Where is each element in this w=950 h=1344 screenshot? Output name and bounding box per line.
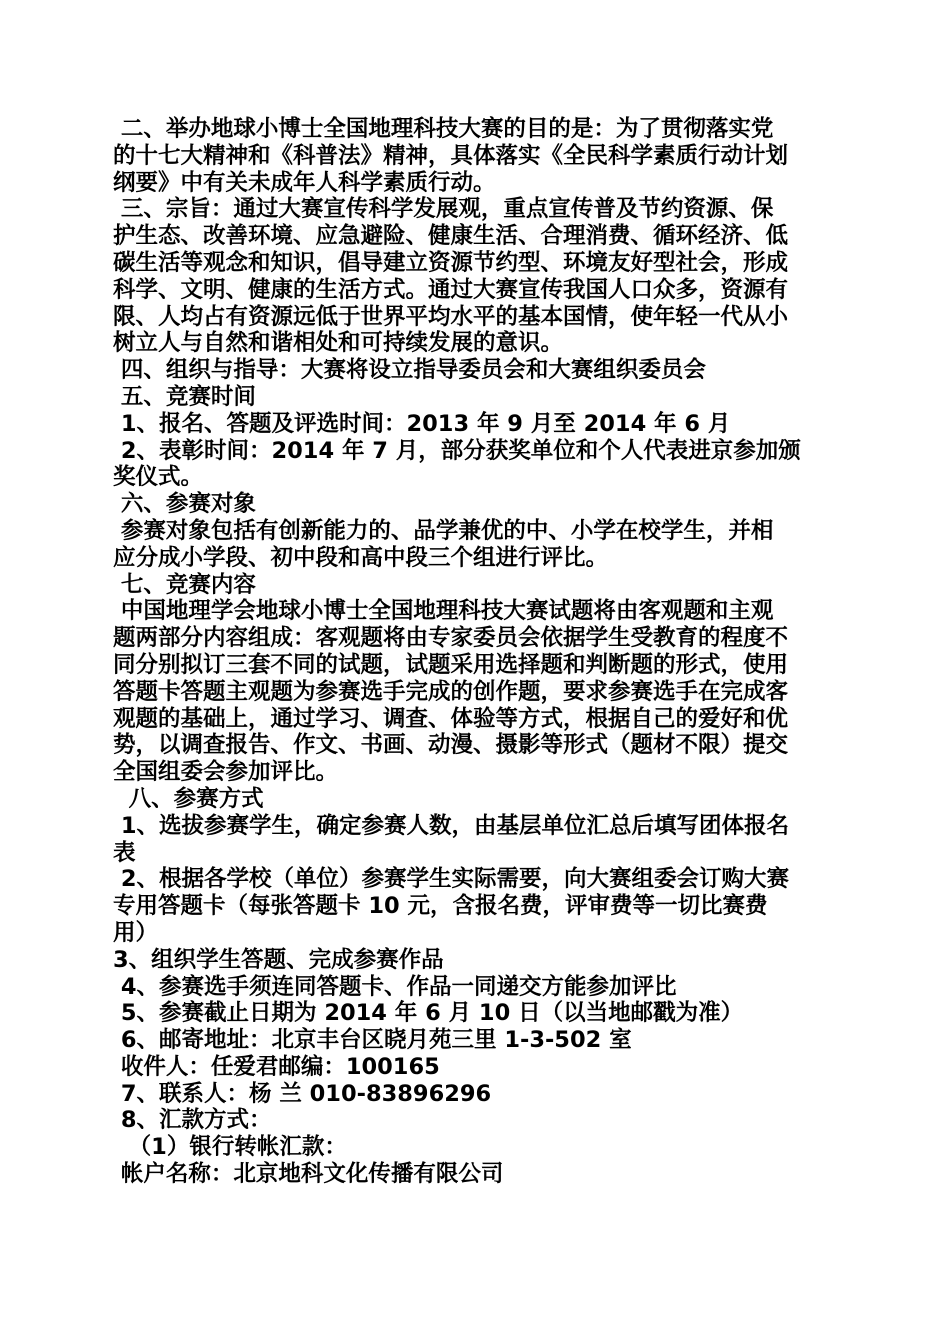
text-line: 科学、文明、健康的生活方式。通过大赛宣传我国人口众多，资源有: [113, 276, 789, 303]
text-line: 用）: [113, 919, 159, 946]
text-line: 3、组织学生答题、完成参赛作品: [113, 946, 444, 973]
text-line: 纲要》中有关未成年人科学素质行动。: [113, 169, 496, 196]
text-line: 七、竞赛内容: [113, 571, 256, 598]
text-line: 三、宗旨：通过大赛宣传科学发展观，重点宣传普及节约资源、保: [113, 196, 774, 223]
text-line: 题两部分内容组成：客观题将由专家委员会依据学生受教育的程度不: [113, 625, 789, 652]
text-line: 1、选拔参赛学生，确定参赛人数，由基层单位汇总后填写团体报名: [113, 812, 789, 839]
text-line: 势，以调查报告、作文、书画、动漫、摄影等形式（题材不限）提交: [113, 732, 789, 759]
text-line: 1、报名、答题及评选时间：2013 年 9 月至 2014 年 6 月: [113, 410, 731, 437]
text-line: 收件人：任爱君邮编：100165: [113, 1053, 440, 1080]
text-line: 2、表彰时间：2014 年 7 月，部分获奖单位和个人代表进京参加颁: [113, 437, 801, 464]
text-line: 2、根据各学校（单位）参赛学生实际需要，向大赛组委会订购大赛: [113, 866, 789, 893]
text-line: 护生态、改善环境、应急避险、健康生活、合理消费、循环经济、低: [113, 223, 789, 250]
text-line: 7、联系人：杨 兰 010-83896296: [113, 1080, 492, 1107]
text-line: 表: [113, 839, 136, 866]
text-line: 五、竞赛时间: [113, 383, 256, 410]
text-line: 专用答题卡（每张答题卡 10 元，含报名费，评审费等一切比赛费: [113, 893, 768, 920]
text-line: 限、人均占有资源远低于世界平均水平的基本国情，使年轻一代从小: [113, 303, 789, 330]
text-line: 6、邮寄地址：北京丰台区晓月苑三里 1-3-502 室: [113, 1027, 632, 1054]
text-line: 应分成小学段、初中段和高中段三个组进行评比。: [113, 544, 609, 571]
text-line: 全国组委会参加评比。: [113, 759, 339, 786]
text-line: 八、参赛方式: [113, 785, 264, 812]
text-line: 奖仪式。: [113, 464, 204, 491]
text-line: 碳生活等观念和知识，倡导建立资源节约型、环境友好型社会，形成: [113, 249, 789, 276]
text-line: 参赛对象包括有创新能力的、品学兼优的中、小学在校学生，并相: [113, 517, 774, 544]
text-line: 的十七大精神和《科普法》精神，具体落实《全民科学素质行动计划: [113, 142, 789, 169]
text-line: 5、参赛截止日期为 2014 年 6 月 10 日（以当地邮戳为准）: [113, 1000, 744, 1027]
text-line: 树立人与自然和谐相处和可持续发展的意识。: [113, 330, 564, 357]
text-line: （1）银行转帐汇款：: [113, 1134, 347, 1161]
text-line: 8、汇款方式：: [113, 1107, 272, 1134]
text-line: 四、组织与指导：大赛将设立指导委员会和大赛组织委员会: [113, 357, 706, 384]
text-line: 观题的基础上，通过学习、调查、体验等方式，根据自己的爱好和优: [113, 705, 789, 732]
text-line: 答题卡答题主观题为参赛选手完成的创作题，要求参赛选手在完成客: [113, 678, 789, 705]
text-line: 同分别拟订三套不同的试题，试题采用选择题和判断题的形式，使用: [113, 651, 789, 678]
text-line: 二、举办地球小博士全国地理科技大赛的目的是：为了贯彻落实党: [113, 116, 774, 142]
text-line: 帐户名称：北京地科文化传播有限公司: [113, 1161, 504, 1188]
text-line: 中国地理学会地球小博士全国地理科技大赛试题将由客观题和主观: [113, 598, 774, 625]
document-body: [113, 116, 841, 1188]
text-line: 六、参赛对象: [113, 491, 256, 518]
text-line: 4、参赛选手须连同答题卡、作品一同递交方能参加评比: [113, 973, 677, 1000]
